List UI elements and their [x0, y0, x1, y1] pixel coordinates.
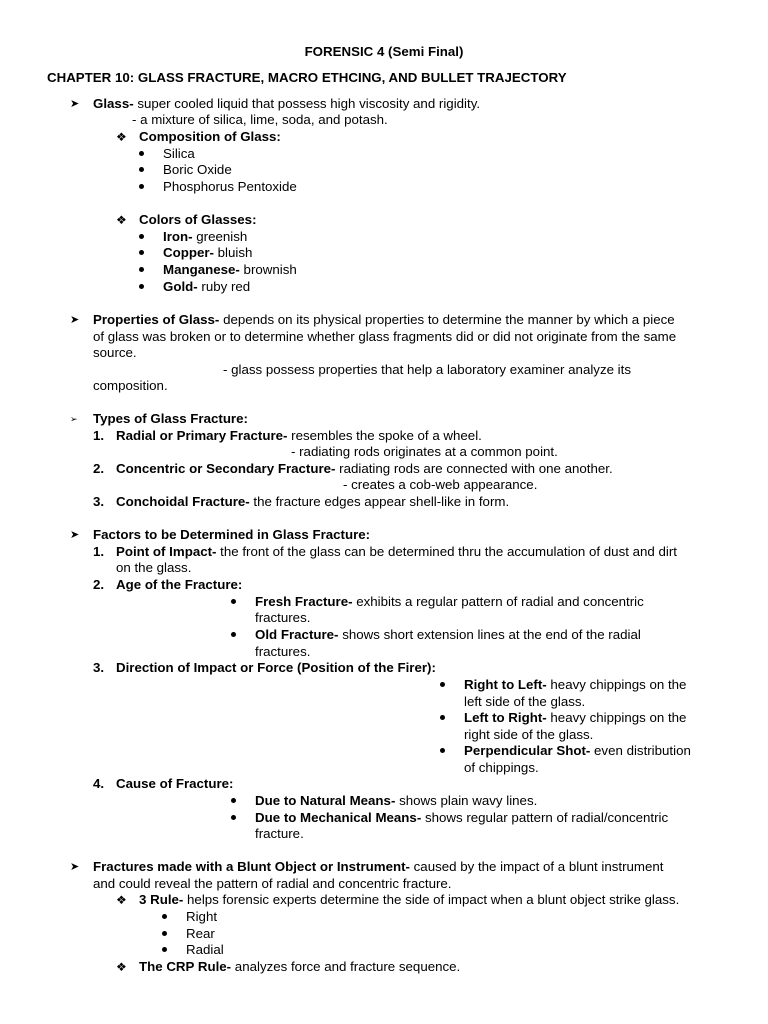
list-item — [163, 279, 250, 296]
sub-term: Old Fracture- — [255, 627, 339, 642]
factor-desc: the front of the glass can be determined thru the accumulation of dust and dirt — [216, 544, 677, 559]
list-item: Rear — [186, 926, 215, 941]
list-number: 1. — [93, 428, 105, 443]
list-item — [464, 710, 686, 727]
bullet-dot-icon — [440, 748, 445, 753]
list-item: Phosphorus Pentoxide — [163, 179, 297, 194]
list-item — [464, 677, 686, 694]
bullet-dot-icon — [162, 931, 167, 936]
crp-term: The CRP Rule- — [139, 959, 232, 974]
list-item — [116, 461, 613, 478]
list-item — [116, 494, 509, 511]
list-item — [116, 428, 482, 445]
bullet-dot-icon — [139, 284, 144, 289]
color-term: Copper- — [163, 245, 214, 260]
bullet-dot-icon — [231, 599, 236, 604]
diamond-bullet-icon: ❖ — [116, 213, 127, 227]
color-desc: brownish — [239, 262, 297, 277]
sub-term: Right to Left- — [464, 677, 547, 692]
factor-term: Cause of Fracture: — [116, 776, 234, 791]
list-item — [464, 743, 691, 760]
sub-desc: heavy chippings on the — [546, 710, 687, 725]
bullet-dot-icon — [139, 234, 144, 239]
list-item — [116, 544, 677, 561]
list-number: 1. — [93, 544, 105, 559]
diamond-bullet-icon: ❖ — [116, 960, 127, 974]
glass-def: super cooled liquid that possess high viscosity and rigidity. — [133, 96, 481, 111]
list-item — [255, 793, 537, 810]
arrow-bullet-icon: ➤ — [70, 98, 80, 110]
factors-heading: Factors to be Determined in Glass Fracture: — [93, 527, 371, 542]
glass-definition — [93, 96, 480, 113]
factor-term: Point of Impact- — [116, 544, 217, 559]
bullet-dot-icon — [139, 267, 144, 272]
list-item: Right — [186, 909, 218, 924]
crp-line — [139, 959, 460, 976]
type-desc: radiating rods are connected with one another. — [335, 461, 613, 476]
rule3-line — [139, 892, 679, 909]
list-number: 2. — [93, 577, 105, 592]
composition-heading: Composition of Glass: — [139, 129, 281, 144]
sub-desc2: fractures. — [255, 610, 311, 625]
bullet-dot-icon — [139, 184, 144, 189]
sub-desc2: right side of the glass. — [464, 727, 594, 742]
glass-term: Glass- — [93, 96, 134, 111]
sub-desc2: fractures. — [255, 644, 311, 659]
type-extra: - radiating rods originates at a common point. — [291, 444, 558, 459]
sub-desc: exhibits a regular pattern of radial and concentric — [352, 594, 644, 609]
factor-term: Age of the Fracture: — [116, 577, 243, 592]
blunt-line1 — [93, 859, 664, 876]
type-term: Concentric or Secondary Fracture- — [116, 461, 336, 476]
sub-desc: heavy chippings on the — [546, 677, 687, 692]
list-item — [255, 627, 641, 644]
list-item — [163, 229, 247, 246]
list-item: Boric Oxide — [163, 162, 232, 177]
list-number: 2. — [93, 461, 105, 476]
arrow-bullet-icon: ➤ — [70, 314, 80, 326]
properties-line3: source. — [93, 345, 137, 360]
type-desc: the fracture edges appear shell-like in form. — [249, 494, 510, 509]
list-number: 4. — [93, 776, 105, 791]
rule3-term: 3 Rule- — [139, 892, 184, 907]
list-item — [163, 262, 297, 279]
blunt-term: Fractures made with a Blunt Object or Instrument- — [93, 859, 410, 874]
color-term: Gold- — [163, 279, 198, 294]
properties-line1 — [93, 312, 675, 329]
sub-desc: even distribution — [590, 743, 691, 758]
arrow-bullet-icon: ➢ — [70, 414, 78, 424]
properties-line2: of glass was broken or to determine whether glass fragments did or did not originate from the same — [93, 329, 677, 344]
factor-term: Direction of Impact or Force (Position of the Firer): — [116, 660, 436, 675]
bullet-dot-icon — [139, 167, 144, 172]
blunt-desc: caused by the impact of a blunt instrument — [409, 859, 664, 874]
crp-desc: analyzes force and fracture sequence. — [231, 959, 461, 974]
sub-desc: shows regular pattern of radial/concentric — [421, 810, 669, 825]
list-item — [163, 245, 252, 262]
properties-line4: - glass possess properties that help a laboratory examiner analyze its — [223, 362, 631, 377]
list-item — [255, 810, 668, 827]
list-item: Radial — [186, 942, 224, 957]
type-desc: resembles the spoke of a wheel. — [287, 428, 482, 443]
sub-desc: shows short extension lines at the end of the radial — [338, 627, 641, 642]
colors-heading: Colors of Glasses: — [139, 212, 257, 227]
types-heading: Types of Glass Fracture: — [93, 411, 248, 426]
chapter-heading: CHAPTER 10: GLASS FRACTURE, MACRO ETHCING, AND BULLET TRAJECTORY — [47, 70, 567, 85]
bullet-dot-icon — [440, 682, 445, 687]
sub-desc2: of chippings. — [464, 760, 539, 775]
bullet-dot-icon — [231, 798, 236, 803]
color-desc: bluish — [213, 245, 253, 260]
type-term: Conchoidal Fracture- — [116, 494, 250, 509]
properties-term: Properties of Glass- — [93, 312, 220, 327]
arrow-bullet-icon: ➤ — [70, 861, 80, 873]
bullet-dot-icon — [162, 914, 167, 919]
list-item — [255, 594, 644, 611]
color-desc: greenish — [192, 229, 248, 244]
sub-desc2: left side of the glass. — [464, 694, 586, 709]
type-term: Radial or Primary Fracture- — [116, 428, 288, 443]
list-item: Silica — [163, 146, 195, 161]
sub-desc2: fracture. — [255, 826, 304, 841]
type-extra: - creates a cob-web appearance. — [343, 477, 538, 492]
list-number: 3. — [93, 494, 105, 509]
sub-term: Perpendicular Shot- — [464, 743, 591, 758]
properties-desc: depends on its physical properties to determine the manner by which a piece — [219, 312, 675, 327]
factor-desc2: on the glass. — [116, 560, 192, 575]
sub-term: Due to Mechanical Means- — [255, 810, 422, 825]
bullet-dot-icon — [231, 632, 236, 637]
list-number: 3. — [93, 660, 105, 675]
properties-line5: composition. — [93, 378, 168, 393]
arrow-bullet-icon: ➤ — [70, 529, 80, 541]
sub-term: Due to Natural Means- — [255, 793, 396, 808]
blunt-line2: and could reveal the pattern of radial and concentric fracture. — [93, 876, 452, 891]
color-term: Manganese- — [163, 262, 240, 277]
bullet-dot-icon — [139, 151, 144, 156]
page-title: FORENSIC 4 (Semi Final) — [304, 44, 464, 59]
color-desc: ruby red — [197, 279, 251, 294]
sub-term: Fresh Fracture- — [255, 594, 353, 609]
bullet-dot-icon — [440, 715, 445, 720]
bullet-dot-icon — [139, 250, 144, 255]
sub-desc: shows plain wavy lines. — [395, 793, 538, 808]
rule3-desc: helps forensic experts determine the side of impact when a blunt object strike glass. — [183, 892, 680, 907]
bullet-dot-icon — [162, 947, 167, 952]
color-term: Iron- — [163, 229, 193, 244]
sub-term: Left to Right- — [464, 710, 547, 725]
diamond-bullet-icon: ❖ — [116, 893, 127, 907]
diamond-bullet-icon: ❖ — [116, 130, 127, 144]
bullet-dot-icon — [231, 815, 236, 820]
glass-def2: - a mixture of silica, lime, soda, and potash. — [132, 112, 388, 127]
